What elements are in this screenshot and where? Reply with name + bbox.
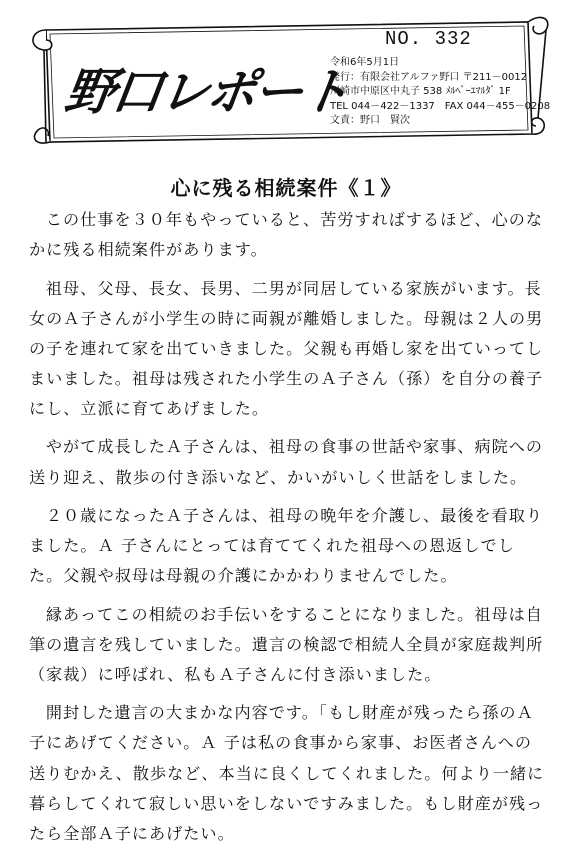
article-title: 心に残る相続案件《１》 (170, 176, 402, 200)
article-paragraph: ２０歳になったＡ子さんは、祖母の晩年を介護し、最後を看取りました。Ａ 子さんにとっては育ててくれた祖母への恩返しでした。父親や叔母は母親の介護にかかわりませんでした。 (29, 506, 544, 586)
publish-date: 令和6年5月1日 (330, 57, 400, 68)
article-paragraph: やがて成長したＡ子さんは、祖母の食事の世話や家事、病院への送り迎え、散歩の付き添いなど、かいがいしく世話をしました。 (29, 437, 544, 487)
publisher-address-line2: 川崎市中原区中丸子 538 ﾒﾙﾍﾞｰﾕﾏﾙﾀﾞ 1F (330, 86, 511, 98)
publisher-address: 発行：有限会社アルファ野口 〒211－0012 (330, 71, 528, 83)
article-paragraph: 開封した遺言の大まかな内容です。｢もし財産が残ったら孫のＡ子にあげてください。Ａ 子は私の食事から家事、お医者さんへの送りむかえ、散歩など、本当に良くしてくれました。何より一緒に暮らしてくれて寂しい思いをしないですみました。もし財産が残ったら全部Ａ子にあげたい。 (29, 703, 545, 843)
article-paragraph: この仕事を３０年もやっていると、苦労すればするほど、心のなかに残る相続案件があります。 (29, 210, 544, 260)
article-body (29, 205, 545, 857)
issue-number: NO. 332 (385, 28, 472, 50)
newsletter-banner (0, 0, 572, 160)
publisher-phone-fax: TEL 044－422－1337 FAX 044－455－0208 (330, 100, 551, 112)
article-paragraph: 祖母、父母、長女、長男、二男が同居している家族がいます。長女のＡ子さんが小学生の時に両親が離婚しました。母親は２人の男の子を連れて家を出ていきました。父親も再婚し家を出ていってしまいました。祖母は残された小学生のＡ子さん（孫）を自分の養子にし、立派に育てあげました。 (29, 278, 544, 418)
author-credit: 文責：野口 賢次 (330, 115, 410, 127)
article-paragraph: 縁あってこの相続のお手伝いをすることになりました。祖母は自筆の遺言を残していました。遺言の検認で相続人全員が家庭裁判所（家裁）に呼ばれ、私もＡ子さんに付き添いました。 (29, 604, 544, 684)
publisher-info (330, 56, 550, 129)
newsletter-logo: 野口レポート (61, 63, 352, 121)
